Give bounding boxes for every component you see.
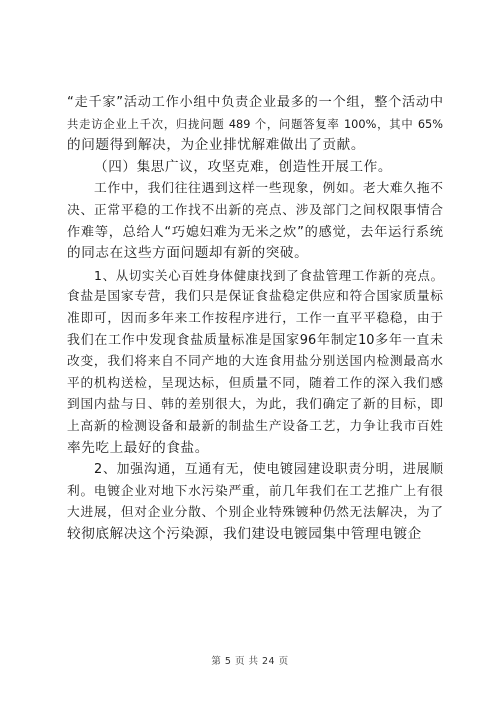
text-line: 改变，我们将来自不同产地的大连食用盐分别送国内检测最高水 [67,354,443,370]
text-line: 决、正常平稳的工作找不出新的亮点、涉及部门之间权限事情合 [67,202,443,218]
text-line: 准即可，因而多年来工作按程序进行，工作一直平平稳稳，由于 [67,310,443,326]
text-line: 到国内盐与日、韩的差别很大，为此，我们确定了新的目标，即 [67,397,443,413]
text-line: 食盐是国家专营，我们只是保证食盐稳定供应和符合国家质量标 [67,289,443,305]
text-line: 大进展，但对企业分散、个别企业特殊镀种仍然无法解决，为了 [67,505,443,521]
text-line: 率先吃上最好的食盐。 [67,439,209,456]
text-line: 我们在工作中发现食盐质量标准是国家96年制定10多年一直未 [67,332,443,348]
text-line: 作难等，总给人“巧媳妇难为无米之炊”的感觉，去年运行系统 [67,224,443,240]
text-line: 的问题得到解决，为企业排忧解难做出了贡献。 [67,137,366,154]
text-line: 的同志在这些方面问题却有新的突破。 [67,245,309,262]
text-line: “走千家”活动工作小组中负责企业最多的一个组，整个活动中 [67,95,443,110]
text-line: 共走访企业上千次，归拢问题 489 个，问题答复率 100%，其中 65% [67,116,443,131]
document-body [67,92,443,545]
page-footer: 第 5 页 共 24 页 [211,656,289,667]
text-line: 2、加强沟通，互通有无，使电镀园建设职责分明，进展顺 [94,462,443,478]
section-heading: （四）集思广议，攻坚克难，创造性开展工作。 [94,158,393,175]
text-line: 平的机构送检，呈现达标，但质量不同，随着工作的深入我们感 [67,375,443,391]
text-line: 上高新的检测设备和最新的制盐生产设备工艺，力争让我市百姓 [67,418,443,434]
text-line: 工作中，我们往往遇到这样一些现象，例如。老大难久拖不 [94,181,443,197]
text-line: 较彻底解决这个污染源，我们建设电镀园集中管理电镀企 [67,525,422,542]
text-line: 利。电镀企业对地下水污染严重，前几年我们在工艺推广上有很 [67,483,443,499]
text-line: 1、从切实关心百姓身体健康找到了食盐管理工作新的亮点。 [94,267,443,283]
